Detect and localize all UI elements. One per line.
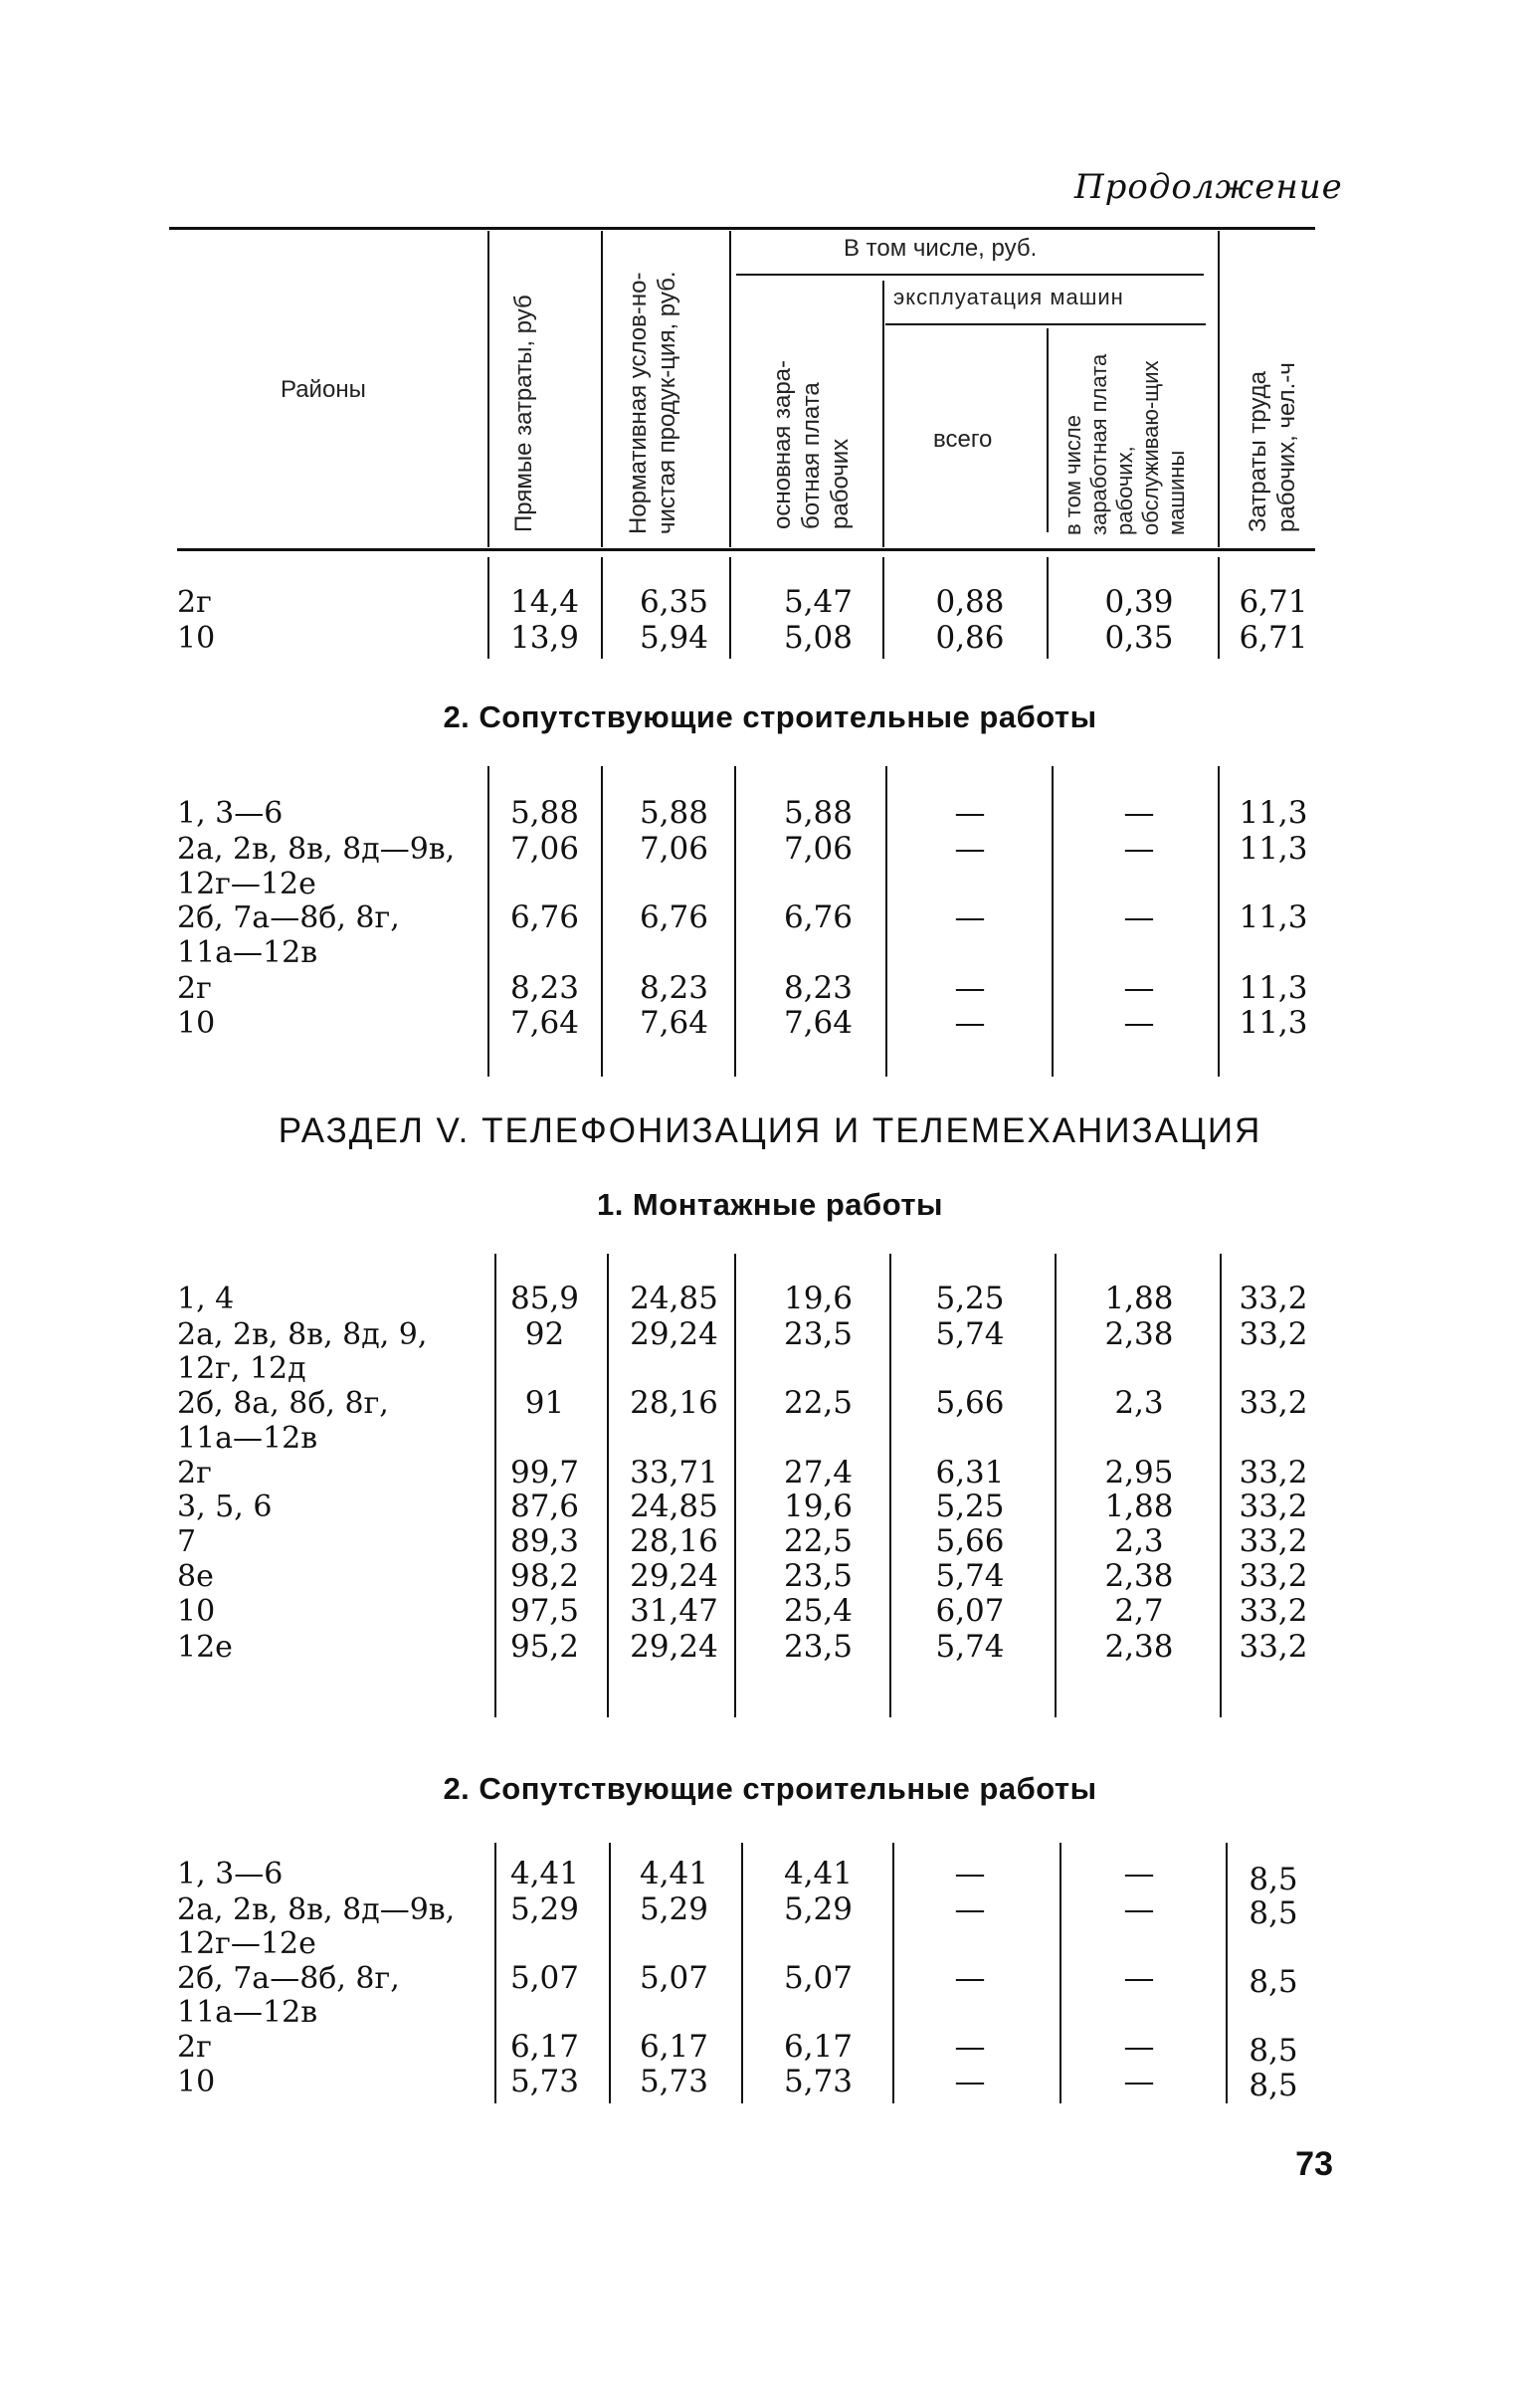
cell-machine-wage: — [1123, 1960, 1155, 1996]
section2-title: 2. Сопутствующие строительные работы [443, 699, 1097, 734]
region-cell: 12е [177, 1630, 233, 1665]
continuation-caption: Продолжение [1074, 167, 1343, 207]
region-cell: 7 [177, 1524, 197, 1559]
cell-labor: 33,2 [1239, 1593, 1308, 1629]
cell-direct: 98,2 [509, 1558, 580, 1594]
cell-direct: 13,9 [509, 620, 580, 656]
cell-direct: 6,76 [509, 899, 580, 935]
cell-machine-wage: 1,88 [1104, 1281, 1174, 1316]
p1-vline-5 [1055, 1254, 1057, 1717]
region-cell: 11а—12в [177, 1421, 318, 1456]
cell-wage: 5,73 [783, 2064, 854, 2099]
cell-labor: 11,3 [1239, 1005, 1308, 1041]
cell-direct: 99,7 [509, 1455, 580, 1490]
hdr-vline-6 [1218, 231, 1220, 547]
cell-machine-wage: 2,38 [1104, 1629, 1174, 1665]
header-machine-operation: эксплуатация машин [893, 285, 1124, 309]
cell-normative: 5,29 [639, 1891, 709, 1927]
cell-labor: 33,2 [1239, 1281, 1308, 1316]
cell-wage: 6,76 [783, 899, 854, 935]
cell-direct: 7,06 [509, 831, 580, 867]
cell-wage: 23,5 [783, 1629, 854, 1665]
cell-direct: 97,5 [509, 1593, 580, 1629]
cell-machine-wage: 2,3 [1114, 1385, 1164, 1421]
region-cell: 12г, 12д [177, 1351, 306, 1386]
cell-direct: 85,9 [509, 1281, 580, 1316]
region-cell: 2б, 7а—8б, 8г, [177, 900, 400, 935]
s2-vline-4 [885, 766, 887, 1077]
cell-wage: 27,4 [783, 1455, 854, 1490]
cell-machine-wage: 2,95 [1104, 1455, 1174, 1490]
hdr-vline-2 [601, 231, 603, 547]
p1-vline-1 [494, 1254, 496, 1717]
s2-vline-6 [1218, 766, 1220, 1077]
region-cell: 2а, 2в, 8в, 8д—9в, [177, 832, 456, 867]
cell-labor: 6,71 [1239, 584, 1308, 620]
p2-vline-5 [1059, 1843, 1061, 2103]
cell-machine-total: 5,74 [935, 1558, 1005, 1594]
page-number: 73 [1295, 2145, 1333, 2183]
cell-normative: 28,16 [630, 1523, 718, 1559]
cell-normative: 28,16 [630, 1385, 718, 1421]
cell-direct: 92 [524, 1316, 565, 1352]
header-including-wage: в том числе заработная плата рабочих, обслуживаю-щих машины [1060, 353, 1189, 535]
cell-wage: 5,29 [783, 1891, 854, 1927]
header-basic-wage: основная зара-ботная плата рабочих [769, 359, 854, 529]
s1-vline-4 [882, 557, 884, 659]
cell-labor: 11,3 [1239, 970, 1308, 1006]
cell-direct: 6,17 [509, 2029, 580, 2065]
hdr-vline-5 [1047, 328, 1049, 532]
cell-labor: 8,5 [1249, 2033, 1298, 2069]
region-cell: 8е [177, 1559, 214, 1594]
cell-wage: 25,4 [783, 1593, 854, 1629]
s1-vline-6 [1218, 557, 1220, 659]
s1-vline-3 [729, 557, 731, 659]
cell-labor: 33,2 [1239, 1629, 1308, 1665]
cell-machine-total: 0,86 [935, 620, 1005, 656]
cell-normative: 8,23 [639, 970, 709, 1006]
cell-machine-wage: 0,35 [1104, 620, 1174, 656]
header-top-rule [169, 227, 1315, 230]
cell-normative: 33,71 [630, 1455, 718, 1490]
part5-title: РАЗДЕЛ V. ТЕЛЕФОНИЗАЦИЯ И ТЕЛЕМЕХАНИЗАЦИЯ [278, 1111, 1262, 1150]
cell-machine-wage: — [1123, 1891, 1155, 1927]
cell-machine-total: — [954, 1856, 986, 1891]
p1-vline-2 [607, 1254, 609, 1717]
part5-sub1-title: 1. Монтажные работы [596, 1187, 944, 1222]
region-cell: 10 [177, 1006, 216, 1041]
cell-normative: 7,64 [639, 1005, 709, 1041]
region-cell: 2г [177, 971, 212, 1006]
hdr-vline-4 [882, 281, 884, 547]
cell-labor: 33,2 [1239, 1523, 1308, 1559]
cell-wage: 5,47 [783, 584, 854, 620]
cell-wage: 4,41 [783, 1856, 854, 1891]
header-labor-costs: Затраты труда рабочих, чел.-ч [1245, 362, 1300, 532]
region-cell: 1, 4 [177, 1282, 235, 1316]
region-cell: 3, 5, 6 [177, 1490, 273, 1524]
cell-normative: 4,41 [639, 1856, 709, 1891]
cell-wage: 22,5 [783, 1523, 854, 1559]
p2-vline-1 [494, 1843, 496, 2103]
cell-labor: 33,2 [1239, 1558, 1308, 1594]
cell-normative: 29,24 [630, 1316, 718, 1352]
s2-vline-3 [734, 766, 736, 1077]
s2-vline-2 [601, 766, 603, 1077]
cell-direct: 5,73 [509, 2064, 580, 2099]
cell-normative: 6,35 [639, 584, 709, 620]
cell-normative: 24,85 [630, 1281, 718, 1316]
hdr-vline-1 [487, 231, 489, 547]
p1-vline-4 [889, 1254, 891, 1717]
cell-wage: 22,5 [783, 1385, 854, 1421]
cell-direct: 89,3 [509, 1523, 580, 1559]
cell-normative: 29,24 [630, 1629, 718, 1665]
cell-wage: 5,07 [783, 1960, 854, 1996]
cell-labor: 33,2 [1239, 1489, 1308, 1524]
cell-direct: 5,07 [509, 1960, 580, 1996]
cell-machine-wage: 2,38 [1104, 1316, 1174, 1352]
cell-normative: 29,24 [630, 1558, 718, 1594]
s1-vline-2 [601, 557, 603, 659]
region-cell: 2б, 7а—8б, 8г, [177, 1961, 400, 1996]
header-direct-costs: Прямые затраты, руб [510, 295, 537, 532]
region-cell: 10 [177, 621, 216, 656]
cell-machine-total: — [954, 795, 986, 831]
cell-machine-total: — [954, 2029, 986, 2065]
region-cell: 11а—12в [177, 1995, 318, 2030]
cell-labor: 11,3 [1239, 899, 1308, 935]
cell-machine-wage: 1,88 [1104, 1489, 1174, 1524]
cell-direct: 87,6 [509, 1489, 580, 1524]
cell-machine-total: — [954, 899, 986, 935]
cell-machine-total: — [954, 1005, 986, 1041]
header-bottom-rule [177, 548, 1315, 551]
header-total: всего [933, 426, 993, 453]
cell-labor: 11,3 [1239, 831, 1308, 867]
region-cell: 2б, 8а, 8б, 8г, [177, 1386, 389, 1421]
cell-machine-wage: 2,3 [1114, 1523, 1164, 1559]
p1-vline-6 [1220, 1254, 1222, 1717]
p1-vline-3 [734, 1254, 736, 1717]
cell-labor: 11,3 [1239, 795, 1308, 831]
region-cell: 10 [177, 1594, 216, 1629]
cell-machine-total: 5,25 [935, 1489, 1005, 1524]
s2-vline-1 [487, 766, 489, 1077]
p2-vline-6 [1226, 1843, 1228, 2103]
cell-direct: 5,88 [509, 795, 580, 831]
s1-vline-5 [1047, 557, 1049, 659]
cell-machine-total: 5,74 [935, 1316, 1005, 1352]
cell-direct: 7,64 [509, 1005, 580, 1041]
cell-normative: 5,94 [639, 620, 709, 656]
cell-labor: 8,5 [1249, 1964, 1298, 2000]
cell-machine-total: 6,31 [935, 1455, 1005, 1490]
cell-wage: 19,6 [783, 1281, 854, 1316]
cell-normative: 5,73 [639, 2064, 709, 2099]
header-regions: Районы [281, 376, 366, 403]
cell-labor: 8,5 [1249, 1895, 1298, 1931]
cell-labor: 33,2 [1239, 1455, 1308, 1490]
cell-wage: 6,17 [783, 2029, 854, 2065]
cell-labor: 6,71 [1239, 620, 1308, 656]
cell-machine-wage: 0,39 [1104, 584, 1174, 620]
cell-wage: 23,5 [783, 1316, 854, 1352]
cell-machine-wage: — [1123, 795, 1155, 831]
cell-normative: 6,17 [639, 2029, 709, 2065]
cell-direct: 5,29 [509, 1891, 580, 1927]
cell-machine-total: 5,74 [935, 1629, 1005, 1665]
region-cell: 2г [177, 1456, 212, 1490]
region-cell: 2а, 2в, 8в, 8д, 9, [177, 1317, 428, 1352]
cell-labor: 8,5 [1249, 1862, 1298, 1897]
cell-direct: 4,41 [509, 1856, 580, 1891]
cell-normative: 31,47 [630, 1593, 718, 1629]
cell-wage: 19,6 [783, 1489, 854, 1524]
region-cell: 10 [177, 2065, 216, 2099]
cell-machine-total: — [954, 831, 986, 867]
cell-machine-wage: — [1123, 2064, 1155, 2099]
cell-normative: 5,07 [639, 1960, 709, 1996]
hdr-subrule-2 [885, 323, 1206, 325]
cell-machine-total: — [954, 1960, 986, 1996]
cell-machine-wage: — [1123, 970, 1155, 1006]
s2-vline-5 [1052, 766, 1054, 1077]
part5-sub2-title: 2. Сопутствующие строительные работы [443, 1771, 1097, 1806]
cell-direct: 91 [524, 1385, 565, 1421]
region-cell: 2г [177, 2030, 212, 2065]
region-cell: 11а—12в [177, 935, 318, 970]
cell-machine-total: 5,66 [935, 1523, 1005, 1559]
cell-machine-wage: — [1123, 899, 1155, 935]
cell-direct: 14,4 [509, 584, 580, 620]
cell-direct: 8,23 [509, 970, 580, 1006]
header-including: В том числе, руб. [844, 235, 1038, 262]
cell-machine-total: 6,07 [935, 1593, 1005, 1629]
region-cell: 1, 3—6 [177, 1857, 284, 1891]
cell-normative: 6,76 [639, 899, 709, 935]
p2-vline-3 [741, 1843, 743, 2103]
cell-machine-wage: — [1123, 1856, 1155, 1891]
p2-vline-2 [609, 1843, 611, 2103]
region-cell: 1, 3—6 [177, 796, 284, 831]
cell-machine-wage: — [1123, 2029, 1155, 2065]
cell-machine-total: — [954, 1891, 986, 1927]
cell-labor: 33,2 [1239, 1316, 1308, 1352]
cell-machine-total: — [954, 970, 986, 1006]
cell-wage: 7,64 [783, 1005, 854, 1041]
cell-labor: 8,5 [1249, 2068, 1298, 2103]
region-cell: 2а, 2в, 8в, 8д—9в, [177, 1892, 456, 1927]
s1-vline-1 [487, 557, 489, 659]
cell-wage: 7,06 [783, 831, 854, 867]
region-cell: 12г—12е [177, 1926, 316, 1961]
cell-normative: 5,88 [639, 795, 709, 831]
cell-wage: 5,88 [783, 795, 854, 831]
cell-machine-wage: — [1123, 831, 1155, 867]
cell-labor: 33,2 [1239, 1385, 1308, 1421]
cell-direct: 95,2 [509, 1629, 580, 1665]
header-normative-output: Нормативная услов-но-чистая продук-ция, руб. [625, 271, 680, 534]
hdr-vline-3 [729, 231, 731, 547]
cell-wage: 23,5 [783, 1558, 854, 1594]
cell-machine-total: — [954, 2064, 986, 2099]
p2-vline-4 [892, 1843, 894, 2103]
region-cell: 2г [177, 585, 212, 620]
region-cell: 12г—12е [177, 867, 316, 901]
cell-wage: 5,08 [783, 620, 854, 656]
cell-normative: 7,06 [639, 831, 709, 867]
cell-wage: 8,23 [783, 970, 854, 1006]
cell-machine-total: 5,25 [935, 1281, 1005, 1316]
cell-machine-wage: — [1123, 1005, 1155, 1041]
cell-machine-wage: 2,38 [1104, 1558, 1174, 1594]
cell-machine-total: 0,88 [935, 584, 1005, 620]
hdr-subrule-1 [736, 274, 1204, 276]
cell-normative: 24,85 [630, 1489, 718, 1524]
cell-machine-total: 5,66 [935, 1385, 1005, 1421]
cell-machine-wage: 2,7 [1114, 1593, 1164, 1629]
